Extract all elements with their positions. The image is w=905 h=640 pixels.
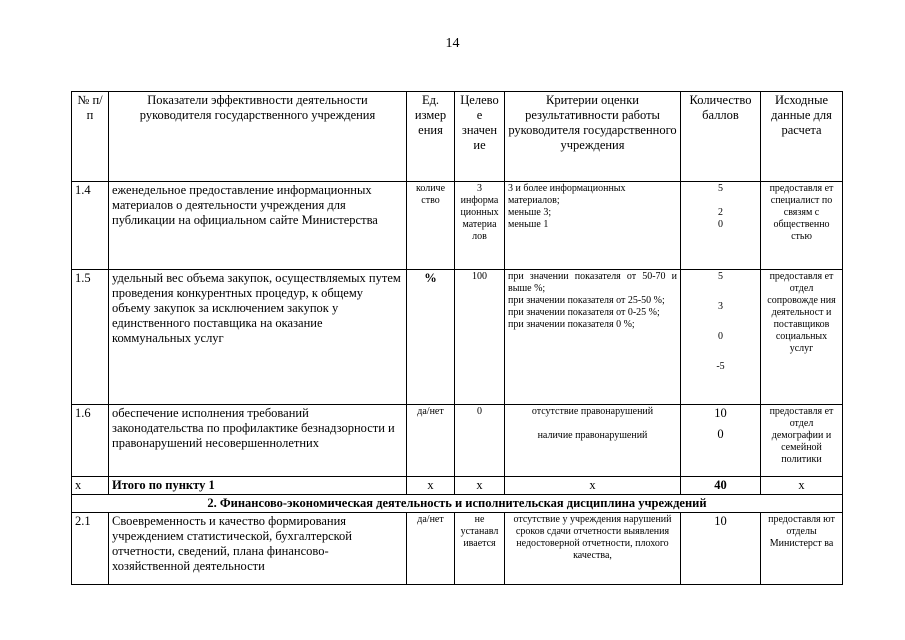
indicator-text: обеспечение исполнения требований законодательства по профилактике безнадзорности и правонарушений несовершеннолетних xyxy=(109,405,407,477)
target-text: 3 информа ционных материа лов xyxy=(455,182,505,270)
points-cell xyxy=(681,182,761,270)
criterion: при значении показателя от 25-50 %; xyxy=(508,295,665,306)
criteria-cell xyxy=(505,270,681,405)
indicator-text: еженедельное предоставление информационных материалов о деятельности учреждения для публикации на официальном сайте Министерства xyxy=(109,182,407,270)
header-points: Количество баллов xyxy=(681,92,761,182)
score: 0 xyxy=(717,427,724,441)
section-title: 2. Финансово-экономическая деятельность и исполнительская дисциплина учреждений xyxy=(72,495,843,513)
source-text: предоставля ет отдел сопровожде ния деятельност и поставщиков социальных услуг xyxy=(761,270,843,405)
row-number: 1.5 xyxy=(72,270,109,405)
source-text: предоставля ют отделы Министерст ва xyxy=(761,513,843,585)
total-label: Итого по пункту 1 xyxy=(109,477,407,495)
section-heading-row xyxy=(72,495,843,513)
indicator-text: Своевременность и качество формирования учреждением статистической, бухгалтерской отчетности, сведений, плана финансово-хозяйственной деятельности xyxy=(109,513,407,585)
criteria-cell xyxy=(505,405,681,477)
score: 10 xyxy=(714,406,727,420)
table-row xyxy=(72,270,843,405)
header-source: Исходные данные для расчета xyxy=(761,92,843,182)
table-row xyxy=(72,405,843,477)
score: 3 xyxy=(718,301,723,312)
total-criteria: x xyxy=(505,477,681,495)
criterion: меньше 3; xyxy=(508,207,552,218)
total-unit: x xyxy=(407,477,455,495)
score: 0 xyxy=(718,331,723,342)
table-header-row xyxy=(72,92,843,182)
total-target: x xyxy=(455,477,505,495)
table-row xyxy=(72,182,843,270)
source-text: предоставля ет специалист по связям с общественно стью xyxy=(761,182,843,270)
target-text: 100 xyxy=(455,270,505,405)
points-cell xyxy=(681,405,761,477)
criterion: меньше 1 xyxy=(508,219,549,230)
table-row xyxy=(72,513,843,585)
unit-text: % xyxy=(407,270,455,405)
row-number: 1.6 xyxy=(72,405,109,477)
criterion: отсутствие правонарушений xyxy=(531,406,654,417)
criteria-text: отсутствие у учреждения нарушений сроков сдачи отчетности выявления недостоверной отчетности, плохого качества, xyxy=(505,513,681,585)
page-number: 14 xyxy=(445,36,460,51)
performance-indicators-table xyxy=(71,91,843,585)
score: 5 xyxy=(718,183,723,194)
total-num: x xyxy=(72,477,109,495)
row-number: 1.4 xyxy=(72,182,109,270)
criterion: 3 и более информационных материалов; xyxy=(508,183,626,206)
source-text: предоставля ет отдел демографии и семейной политики xyxy=(761,405,843,477)
header-unit: Ед. измер ения xyxy=(407,92,455,182)
score: 2 xyxy=(718,207,723,218)
criteria-cell xyxy=(505,182,681,270)
unit-text: да/нет xyxy=(407,405,455,477)
target-text: не устанавл ивается xyxy=(455,513,505,585)
criterion: при значении показателя от 0-25 %; xyxy=(508,307,660,318)
total-points: 40 xyxy=(681,477,761,495)
criterion: наличие правонарушений xyxy=(537,430,648,441)
row-number: 2.1 xyxy=(72,513,109,585)
total-row xyxy=(72,477,843,495)
header-num: № п/п xyxy=(72,92,109,182)
score: -5 xyxy=(716,361,725,372)
header-criteria: Критерии оценки результативности работы руководителя государственного учреждения xyxy=(505,92,681,182)
target-text: 0 xyxy=(455,405,505,477)
header-indicator: Показатели эффективности деятельности руководителя государственного учреждения xyxy=(109,92,407,182)
header-target: Целево е значен ие xyxy=(455,92,505,182)
unit-text: количе ство xyxy=(407,182,455,270)
criterion: при значении показателя от 50-70 и выше %; xyxy=(508,271,677,294)
total-source: x xyxy=(761,477,843,495)
points-text: 10 xyxy=(681,513,761,585)
score: 0 xyxy=(718,219,723,230)
indicator-text: удельный вес объема закупок, осуществляемых путем проведения конкурентных процедур, к общему объему закупок за исключением закупок у единственного поставщика на оказание коммунальных услуг xyxy=(109,270,407,405)
unit-text: да/нет xyxy=(407,513,455,585)
criterion: при значении показателя 0 %; xyxy=(508,319,635,330)
points-cell xyxy=(681,270,761,405)
score: 5 xyxy=(718,271,723,282)
